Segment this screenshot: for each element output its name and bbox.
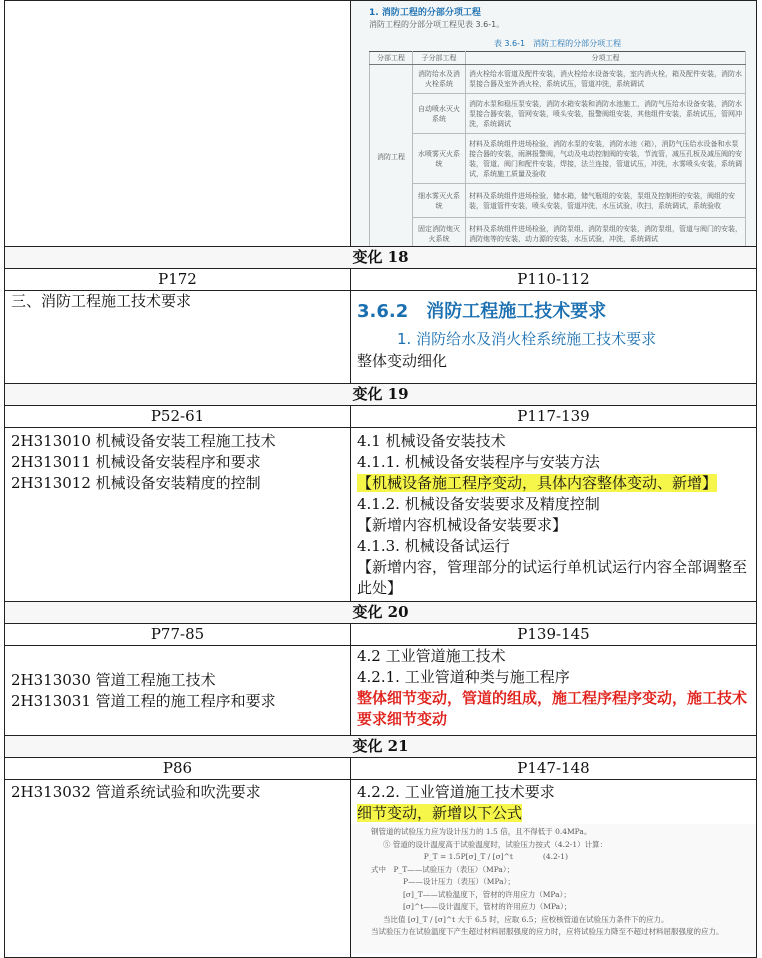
formula-line: 当比值 [σ]_T / [σ]^t 大于 6.5 时，应取 6.5；应校核管道在试验压力条件下的应力。	[383, 914, 669, 924]
right-line: 【新增内容，管理部分的试运行单机试运行内容全部调整至此处】	[357, 558, 748, 597]
red-note: 整体细节变动，管道的组成，施工程序程序变动，施工技术要求细节变动	[357, 689, 748, 728]
right-line: 4.2.2. 工业管道施工技术要求	[357, 783, 555, 801]
left-content	[5, 291, 351, 384]
formula-line: [σ]^t——设计温度下，管材的许用应力（MPa）；	[403, 902, 572, 911]
change-label: 变化 18	[5, 247, 757, 269]
change-label: 变化 19	[5, 384, 757, 406]
excerpt-items: 材料及系统组件进场检验，消防泵组、消防泵组的安装，消防泵组，管道与阀门的安装，消防炮等的安装，动力源的安装，水压试验，冲洗，系统调试	[466, 218, 746, 247]
formula-line: P——设计压力（表压）（MPa）；	[403, 877, 515, 886]
right-line: 4.1.3. 机械设备试运行	[357, 537, 510, 555]
subsection-heading: 1. 消防给水及消火栓系统施工技术要求	[397, 330, 657, 348]
excerpt-sub: 细水雾灭火系统	[413, 184, 466, 218]
textbook-excerpt-image	[351, 1, 756, 246]
left-line: 2H313012 机械设备安装精度的控制	[11, 474, 261, 492]
right-content	[351, 291, 757, 384]
formula-line: ⑤ 管道的设计温度高于试验温度时，试验压力按式（4.2-1）计算：	[383, 839, 608, 849]
top-left-cell	[5, 1, 351, 247]
left-line: 2H313011 机械设备安装程序和要求	[11, 453, 261, 471]
excerpt-items: 材料及系统组件进场检验，储水箱，储气瓶组的安装，泵组及控制柜的安装，阀组的安装，管道管件安装，喷头安装，管道冲洗，水压试验，吹扫，系统调试，系统验收	[466, 184, 746, 218]
change-header-row	[5, 247, 757, 269]
change-label: 变化 20	[5, 602, 757, 624]
right-line: 4.1 机械设备安装技术	[357, 432, 506, 450]
excerpt-items: 消火栓给水管道及配件安装，消火栓给水设备安装，室内消火栓，箱及配件安装，消防水泵接合器及室外消火栓，系统试压，管道冲洗，系统调试	[466, 65, 746, 94]
right-page-ref: P139-145	[351, 624, 757, 646]
left-line: 2H313031 管道工程的施工程序和要求	[11, 691, 276, 710]
excerpt-para: 消防工程的分部分项工程见表 3.6-1。	[369, 20, 505, 29]
left-line: 2H313032 管道系统试验和吹洗要求	[11, 783, 261, 801]
excerpt-division: 消防工程	[370, 65, 413, 247]
top-image-row	[5, 1, 757, 247]
right-content	[351, 780, 757, 958]
formula-image	[351, 824, 756, 953]
right-line: 4.2.1. 工业管道种类与施工程序	[357, 668, 570, 686]
excerpt-sub: 固定消防炮灭火系统	[413, 218, 466, 247]
left-page-ref: P172	[5, 269, 351, 291]
left-content	[5, 646, 351, 736]
content-row	[5, 780, 757, 958]
right-line: 4.1.2. 机械设备安装要求及精度控制	[357, 495, 600, 513]
right-note: 整体变动细化	[357, 352, 448, 370]
excerpt-sub: 水喷雾灭火系统	[413, 134, 466, 184]
left-page-ref: P86	[5, 758, 351, 780]
left-page-ref: P52-61	[5, 406, 351, 428]
comparison-table	[4, 0, 757, 958]
right-page-ref: P147-148	[351, 758, 757, 780]
top-right-cell	[351, 1, 757, 247]
right-page-ref: P117-139	[351, 406, 757, 428]
excerpt-sub: 自动喷水灭火系统	[413, 94, 466, 134]
page-row	[5, 624, 757, 646]
content-row	[5, 291, 757, 384]
right-content	[351, 428, 757, 602]
change-label: 变化 21	[5, 736, 757, 758]
excerpt-caption: 表 3.6-1 消防工程的分部分项工程	[493, 39, 622, 48]
right-line: 【新增内容机械设备安装要求】	[357, 516, 568, 534]
left-page-ref: P77-85	[5, 624, 351, 646]
change-header-row	[5, 602, 757, 624]
excerpt-items: 消防水泵和稳压泵安装，消防水箱安装和消防水池施工，消防气压给水设备安装，消防水泵接合器安装，管网安装，喷头安装，报警阀组安装，其他组件安装，系统试压，管网冲洗，系统调试	[466, 94, 746, 134]
formula-equation: P_T = 1.5P[σ]_T / [σ]^t (4.2-1)	[423, 852, 568, 861]
formula-line: 当试验压力在试验温度下产生超过材料屈服强度的应力时，应将试验压力降至不超过材料屈服强度的应力。	[371, 927, 724, 936]
excerpt-table	[369, 51, 746, 247]
page-row	[5, 758, 757, 780]
right-content	[351, 646, 757, 736]
change-header-row	[5, 384, 757, 406]
excerpt-items: 材料及系统组件进场检验，消防水泵的安装，消防水池（箱），消防气压给水设备和水泵接合器的安装，雨淋报警阀，气动及电动控制阀的安装，节流管，减压孔板及减压阀的安装，管道、阀门和配件安装，焊接，法兰连接，管道试压，冲洗，水雾喷头安装，系统调试，系统施工质量及验收	[466, 134, 746, 184]
excerpt-col-header: 子分部工程	[413, 52, 466, 65]
section-heading: 3.6.2 消防工程施工技术要求	[357, 301, 607, 322]
left-line: 2H313030 管道工程施工技术	[11, 670, 216, 689]
content-row	[5, 646, 757, 736]
highlight-note: 细节变动，新增以下公式	[357, 804, 523, 822]
right-page-ref: P110-112	[351, 269, 757, 291]
left-line: 2H313010 机械设备安装工程施工技术	[11, 432, 276, 450]
formula-line: 钢管道的试验压力应为设计压力的 1.5 倍，且不得低于 0.4MPa。	[371, 827, 592, 836]
excerpt-sub: 消防给水及消火栓系统	[413, 65, 466, 94]
excerpt-heading: 1. 消防工程的分部分项工程	[369, 8, 481, 18]
right-line: 4.2 工业管道施工技术	[357, 647, 506, 665]
formula-line: 式中 P_T——试验压力（表压）（MPa）；	[371, 864, 515, 874]
left-line: 三、消防工程施工技术要求	[11, 292, 192, 310]
change-header-row	[5, 736, 757, 758]
left-content	[5, 780, 351, 958]
page-row	[5, 406, 757, 428]
content-row	[5, 428, 757, 602]
excerpt-col-header: 分部工程	[370, 52, 413, 65]
formula-line: [σ]_T——试验温度下，管材的许用应力（MPa）；	[403, 889, 571, 899]
excerpt-col-header: 分项工程	[466, 52, 746, 65]
right-line: 4.1.1. 机械设备安装程序与安装方法	[357, 453, 600, 471]
page-row	[5, 269, 757, 291]
left-content	[5, 428, 351, 602]
highlight-note: 【机械设备施工程序变动，具体内容整体变动、新增】	[357, 474, 718, 492]
